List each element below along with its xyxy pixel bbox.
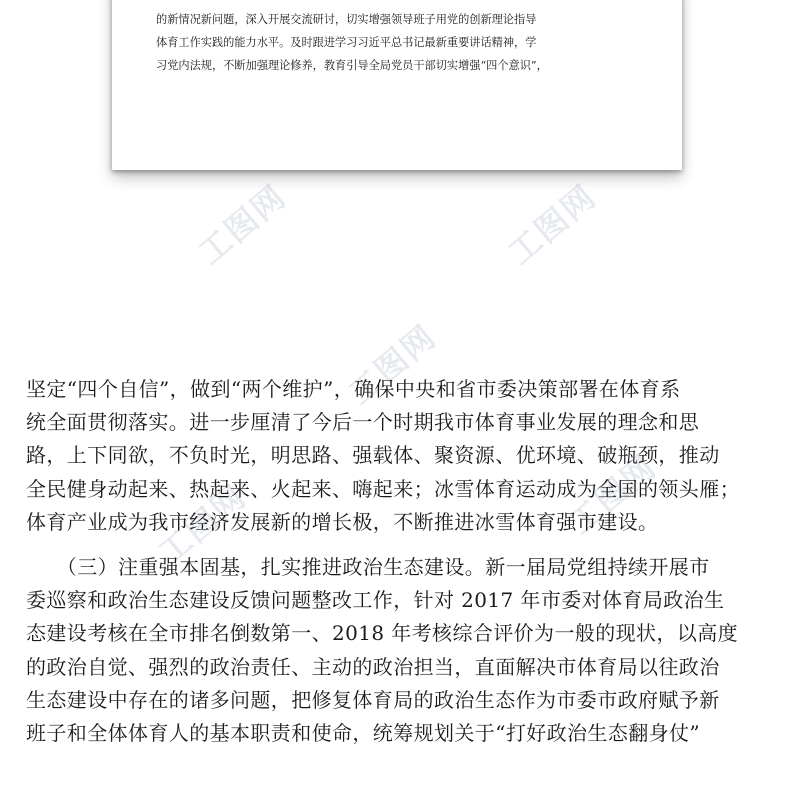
preview-text (156, 8, 646, 77)
text-line: 生态建设中存在的诸多问题，把修复体育局的政治生态作为市委市政府赋予新 (26, 687, 720, 712)
watermark: 工图网 (151, 477, 254, 572)
text-line: 态建设考核在全市排名倒数第一、2018 年考核综合评价为一般的现状，以高度 (26, 621, 739, 646)
watermark: 工图网 (191, 177, 294, 272)
watermark: 工图网 (501, 177, 604, 272)
text-line: （三）注重强本固基，扎实推进政治生态建设。新一届局党组持续开展市 (26, 554, 710, 579)
text-line: 的政治自觉、强烈的政治责任、主动的政治担当，直面解决市体育局以往政治 (26, 654, 720, 679)
document-page-preview (112, 0, 682, 170)
text-line: 统全面贯彻落实。进一步厘清了今后一个时期我市体育事业发展的理念和思 (26, 410, 700, 435)
paragraph (26, 551, 778, 750)
paragraph-gap (26, 539, 778, 551)
document-body (26, 373, 778, 750)
paragraph (26, 373, 778, 539)
text-line: 班子和全体体育人的基本职责和使命，统筹规划关于“打好政治生态翻身仗” (26, 720, 701, 745)
watermark: 工图网 (561, 447, 664, 542)
text-line: 体育产业成为我市经济发展新的增长极，不断推进冰雪体育强市建设。 (26, 509, 659, 534)
text-line: 全民健身动起来、热起来、火起来、嗨起来；冰雪体育运动成为全国的领头雁； (26, 476, 740, 501)
preview-line: 的新情况新问题，深入开展交流研讨，切实增强领导班子用党的创新理论指导 (156, 13, 537, 26)
preview-line: 习党内法规，不断加强理论修养，教育引导全局党员干部切实增强“四个意识”， (156, 59, 548, 72)
preview-line: 体育工作实践的能力水平。及时跟进学习习近平总书记最新重要讲话精神，学 (156, 36, 537, 49)
watermark: 工图网 (341, 317, 444, 412)
text-line: 路，上下同欲，不负时光，明思路、强载体、聚资源、优环境、破瓶颈，推动 (26, 443, 720, 468)
text-line: 坚定“四个自信”，做到“两个维护”，确保中央和省市委决策部署在体育系 (26, 377, 681, 401)
text-line: 委巡察和政治生态建设反馈问题整改工作，针对 2017 年市委对体育局政治生 (26, 588, 725, 613)
